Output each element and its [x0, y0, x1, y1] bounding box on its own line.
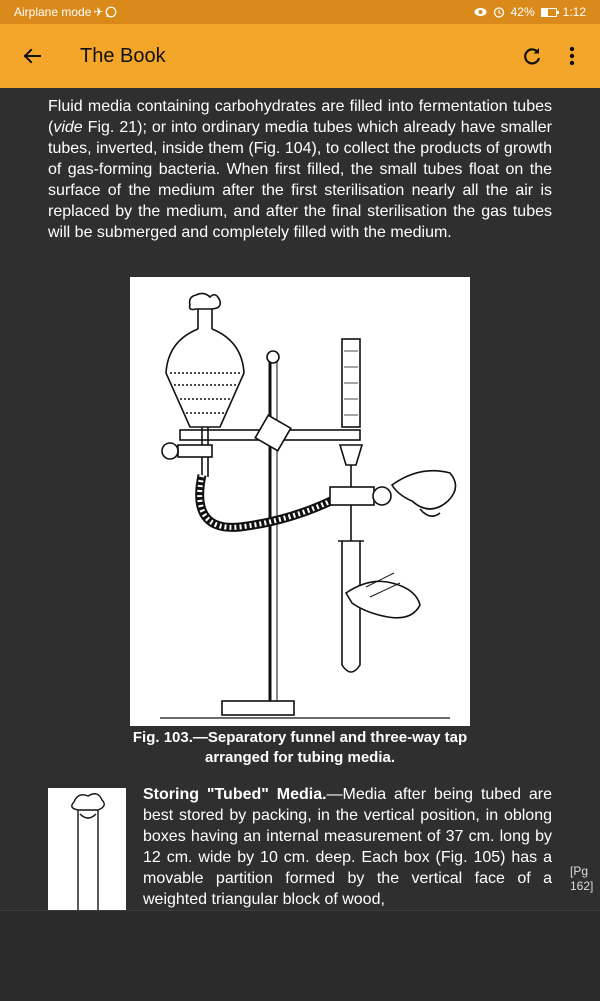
eye-icon [474, 7, 487, 17]
airplane-icon: ✈ [93, 5, 104, 19]
whatsapp-icon [105, 6, 117, 18]
figure-thumbnail-tube [48, 788, 126, 910]
more-vert-icon [558, 42, 586, 70]
paragraph-storing-tubed-media [143, 784, 552, 910]
section-heading-storing: Storing "Tubed" Media. [143, 786, 327, 803]
back-arrow-icon [16, 40, 48, 72]
more-options-button[interactable] [558, 42, 586, 70]
battery-icon [541, 8, 557, 17]
paragraph-text-end: Fig. 21); or into ordinary media tubes which already have smaller tubes, inverted, inside them (Fig. 104), to collect the products of growth of gas-forming bacteria. When first filled, the small tubes float on the surface of the medium after the first sterilisation nearly all the air is replaced by the medium, and after the final sterilisation the gas tubes will be submerged and completely filled with the medium. [48, 119, 552, 241]
paragraph-fermentation [48, 96, 552, 243]
battery-percent: 42% [510, 5, 535, 19]
reader-content[interactable] [0, 88, 600, 910]
paragraph-storing-body: —Media after being tubed are best stored by packing, in the vertical position, in oblong boxes having an internal measurement of 37 cm. long by 12 cm. wide by 10 cm. deep. Each box (Fig. 105) has a movable partition formed by the vertical face of a weighted triangular block of wood, [143, 786, 553, 908]
back-button[interactable] [16, 40, 48, 72]
app-bar [0, 24, 600, 88]
battery-fill [542, 9, 548, 16]
figure-separatory-funnel [130, 277, 470, 726]
page-title: The Book [80, 45, 166, 67]
status-right [474, 5, 586, 19]
figure-caption: Fig. 103.—Separatory funnel and three-way tap arranged for tubing media. [132, 729, 468, 766]
status-bar [0, 0, 600, 24]
alarm-icon [493, 6, 505, 18]
refresh-button[interactable] [518, 42, 546, 70]
paragraph-text-start: Fluid media containing carbohydrates are filled into fermentation tubes ( [48, 98, 552, 136]
bottom-empty-area [0, 910, 600, 1001]
refresh-icon [518, 42, 546, 70]
tube-thumbnail-illustration [48, 788, 126, 910]
vide-italic: vide [53, 119, 83, 136]
page-marker: [Pg 162] [570, 864, 594, 893]
separatory-funnel-illustration [130, 277, 470, 726]
status-left [14, 5, 117, 19]
airplane-mode-label: Airplane mode [14, 5, 92, 19]
clock-time: 1:12 [562, 5, 586, 19]
